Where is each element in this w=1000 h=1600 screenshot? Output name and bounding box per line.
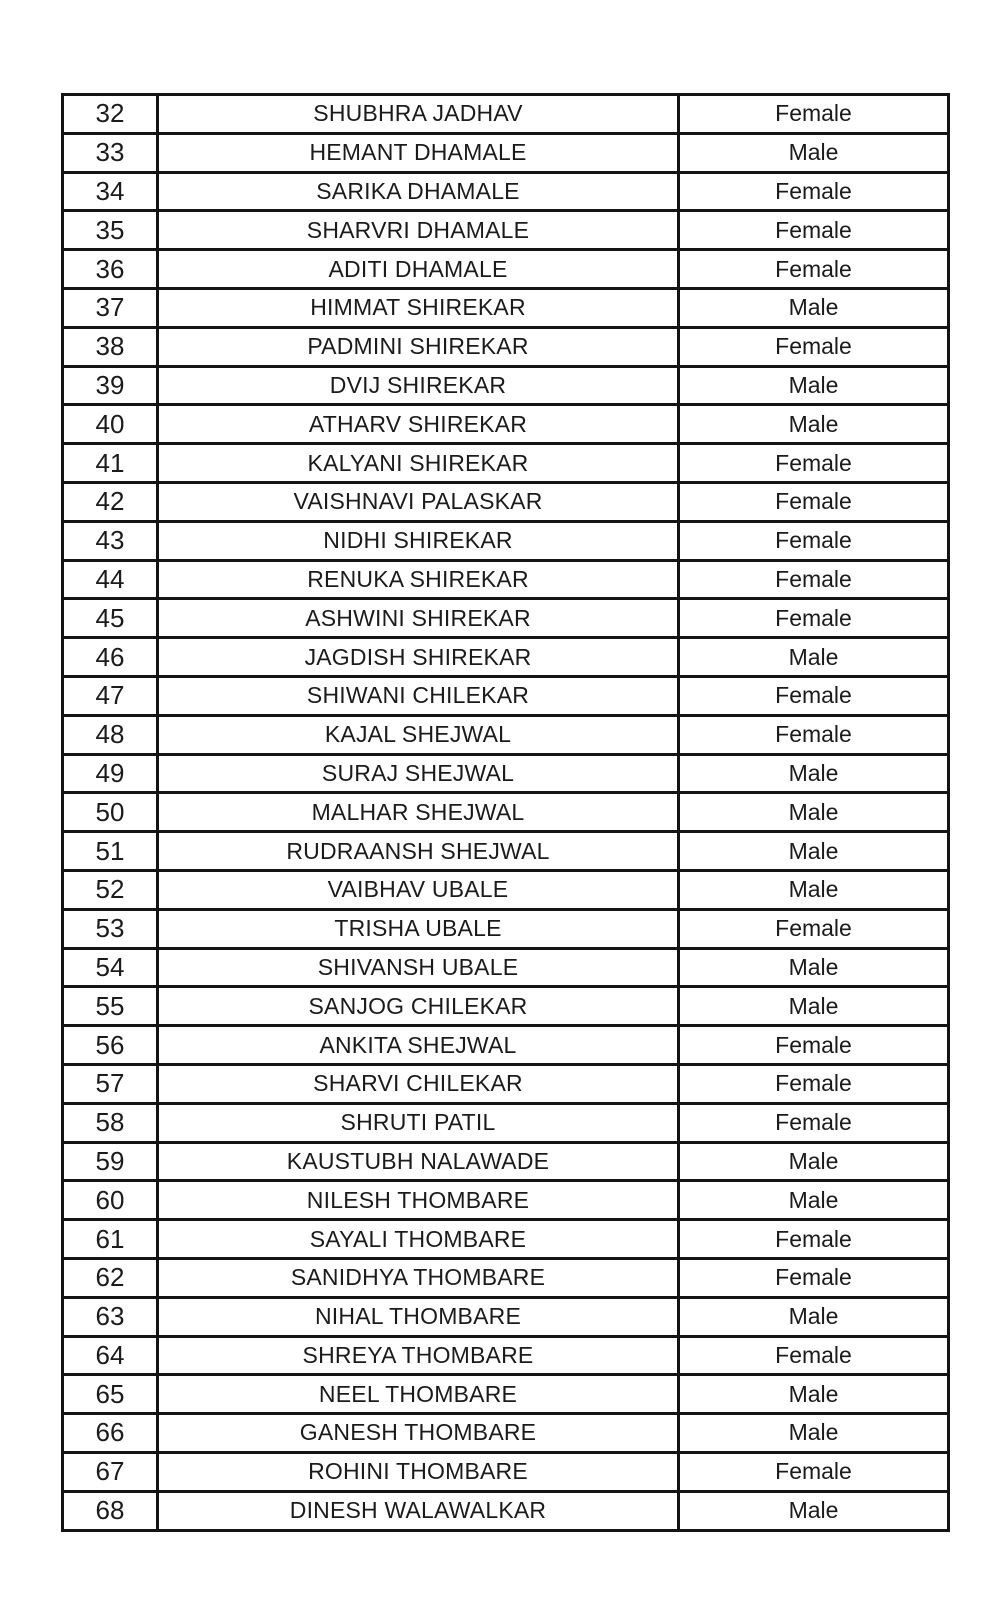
person-name: VAIBHAV UBALE <box>158 870 679 909</box>
table-row <box>63 366 949 405</box>
table-row <box>63 638 949 677</box>
gender-value: Male <box>679 1142 949 1181</box>
gender-value: Male <box>679 1375 949 1414</box>
person-name: SHUBHRA JADHAV <box>158 95 679 134</box>
gender-value: Male <box>679 793 949 832</box>
person-name: KAJAL SHEJWAL <box>158 715 679 754</box>
row-number: 52 <box>63 870 158 909</box>
person-name: SHRUTI PATIL <box>158 1103 679 1142</box>
roster-table-body <box>63 95 949 1531</box>
person-name: KALYANI SHIREKAR <box>158 444 679 483</box>
row-number: 48 <box>63 715 158 754</box>
person-name: VAISHNAVI PALASKAR <box>158 482 679 521</box>
row-number: 65 <box>63 1375 158 1414</box>
gender-value: Female <box>679 1220 949 1259</box>
gender-value: Female <box>679 250 949 289</box>
table-row <box>63 832 949 871</box>
person-name: SHIWANI CHILEKAR <box>158 676 679 715</box>
gender-value: Male <box>679 133 949 172</box>
gender-value: Female <box>679 1026 949 1065</box>
table-row <box>63 1414 949 1453</box>
person-name: SAYALI THOMBARE <box>158 1220 679 1259</box>
person-name: RENUKA SHIREKAR <box>158 560 679 599</box>
gender-value: Female <box>679 909 949 948</box>
person-name: ASHWINI SHIREKAR <box>158 599 679 638</box>
table-row <box>63 288 949 327</box>
table-row <box>63 1142 949 1181</box>
row-number: 33 <box>63 133 158 172</box>
table-row <box>63 948 949 987</box>
table-row <box>63 909 949 948</box>
person-name: SHARVRI DHAMALE <box>158 211 679 250</box>
gender-value: Male <box>679 288 949 327</box>
table-row <box>63 793 949 832</box>
person-name: MALHAR SHEJWAL <box>158 793 679 832</box>
row-number: 32 <box>63 95 158 134</box>
person-name: HEMANT DHAMALE <box>158 133 679 172</box>
person-name: ANKITA SHEJWAL <box>158 1026 679 1065</box>
table-row <box>63 560 949 599</box>
person-name: ROHINI THOMBARE <box>158 1452 679 1491</box>
gender-value: Male <box>679 1297 949 1336</box>
person-name: KAUSTUBH NALAWADE <box>158 1142 679 1181</box>
gender-value: Male <box>679 1181 949 1220</box>
gender-value: Male <box>679 987 949 1026</box>
row-number: 47 <box>63 676 158 715</box>
person-name: RUDRAANSH SHEJWAL <box>158 832 679 871</box>
table-row <box>63 987 949 1026</box>
table-row <box>63 133 949 172</box>
row-number: 34 <box>63 172 158 211</box>
gender-value: Male <box>679 1491 949 1530</box>
row-number: 45 <box>63 599 158 638</box>
gender-value: Female <box>679 95 949 134</box>
row-number: 49 <box>63 754 158 793</box>
person-name: TRISHA UBALE <box>158 909 679 948</box>
gender-value: Female <box>679 327 949 366</box>
gender-value: Male <box>679 1414 949 1453</box>
row-number: 36 <box>63 250 158 289</box>
row-number: 54 <box>63 948 158 987</box>
table-row <box>63 1181 949 1220</box>
person-name: NIHAL THOMBARE <box>158 1297 679 1336</box>
table-row <box>63 754 949 793</box>
row-number: 56 <box>63 1026 158 1065</box>
row-number: 55 <box>63 987 158 1026</box>
gender-value: Female <box>679 172 949 211</box>
person-name: ATHARV SHIREKAR <box>158 405 679 444</box>
person-name: NIDHI SHIREKAR <box>158 521 679 560</box>
person-name: DINESH WALAWALKAR <box>158 1491 679 1530</box>
row-number: 53 <box>63 909 158 948</box>
row-number: 50 <box>63 793 158 832</box>
row-number: 63 <box>63 1297 158 1336</box>
table-row <box>63 521 949 560</box>
row-number: 59 <box>63 1142 158 1181</box>
person-name: GANESH THOMBARE <box>158 1414 679 1453</box>
person-name: PADMINI SHIREKAR <box>158 327 679 366</box>
row-number: 35 <box>63 211 158 250</box>
table-row <box>63 1258 949 1297</box>
table-row <box>63 482 949 521</box>
row-number: 61 <box>63 1220 158 1259</box>
person-name: SANJOG CHILEKAR <box>158 987 679 1026</box>
gender-value: Female <box>679 715 949 754</box>
person-name: SHIVANSH UBALE <box>158 948 679 987</box>
table-row <box>63 1491 949 1530</box>
row-number: 68 <box>63 1491 158 1530</box>
person-name: SHARVI CHILEKAR <box>158 1064 679 1103</box>
gender-value: Male <box>679 948 949 987</box>
gender-value: Female <box>679 676 949 715</box>
row-number: 51 <box>63 832 158 871</box>
row-number: 40 <box>63 405 158 444</box>
person-name: DVIJ SHIREKAR <box>158 366 679 405</box>
person-name: ADITI DHAMALE <box>158 250 679 289</box>
table-row <box>63 172 949 211</box>
table-row <box>63 676 949 715</box>
gender-value: Male <box>679 405 949 444</box>
person-name: SURAJ SHEJWAL <box>158 754 679 793</box>
row-number: 60 <box>63 1181 158 1220</box>
row-number: 41 <box>63 444 158 483</box>
row-number: 42 <box>63 482 158 521</box>
person-name: SARIKA DHAMALE <box>158 172 679 211</box>
gender-value: Male <box>679 366 949 405</box>
table-row <box>63 250 949 289</box>
gender-value: Female <box>679 211 949 250</box>
person-name: JAGDISH SHIREKAR <box>158 638 679 677</box>
row-number: 58 <box>63 1103 158 1142</box>
table-row <box>63 327 949 366</box>
table-row <box>63 1336 949 1375</box>
table-row <box>63 599 949 638</box>
person-name: SHREYA THOMBARE <box>158 1336 679 1375</box>
table-row <box>63 870 949 909</box>
table-row <box>63 1452 949 1491</box>
gender-value: Female <box>679 1258 949 1297</box>
gender-value: Female <box>679 1103 949 1142</box>
person-name: HIMMAT SHIREKAR <box>158 288 679 327</box>
gender-value: Female <box>679 1452 949 1491</box>
table-row <box>63 1297 949 1336</box>
table-row <box>63 1220 949 1259</box>
table-row <box>63 1064 949 1103</box>
gender-value: Male <box>679 754 949 793</box>
table-row <box>63 444 949 483</box>
gender-value: Male <box>679 832 949 871</box>
gender-value: Male <box>679 638 949 677</box>
row-number: 46 <box>63 638 158 677</box>
table-row <box>63 211 949 250</box>
gender-value: Female <box>679 482 949 521</box>
table-row <box>63 1026 949 1065</box>
person-name: NILESH THOMBARE <box>158 1181 679 1220</box>
row-number: 37 <box>63 288 158 327</box>
person-name: NEEL THOMBARE <box>158 1375 679 1414</box>
row-number: 67 <box>63 1452 158 1491</box>
row-number: 39 <box>63 366 158 405</box>
row-number: 64 <box>63 1336 158 1375</box>
table-row <box>63 1375 949 1414</box>
row-number: 43 <box>63 521 158 560</box>
row-number: 38 <box>63 327 158 366</box>
table-row <box>63 405 949 444</box>
gender-value: Male <box>679 870 949 909</box>
gender-value: Female <box>679 521 949 560</box>
table-row <box>63 1103 949 1142</box>
row-number: 62 <box>63 1258 158 1297</box>
row-number: 66 <box>63 1414 158 1453</box>
gender-value: Female <box>679 1064 949 1103</box>
gender-value: Female <box>679 560 949 599</box>
gender-value: Female <box>679 1336 949 1375</box>
roster-table <box>61 93 950 1532</box>
row-number: 44 <box>63 560 158 599</box>
person-name: SANIDHYA THOMBARE <box>158 1258 679 1297</box>
table-row <box>63 715 949 754</box>
table-row <box>63 95 949 134</box>
gender-value: Female <box>679 599 949 638</box>
row-number: 57 <box>63 1064 158 1103</box>
gender-value: Female <box>679 444 949 483</box>
